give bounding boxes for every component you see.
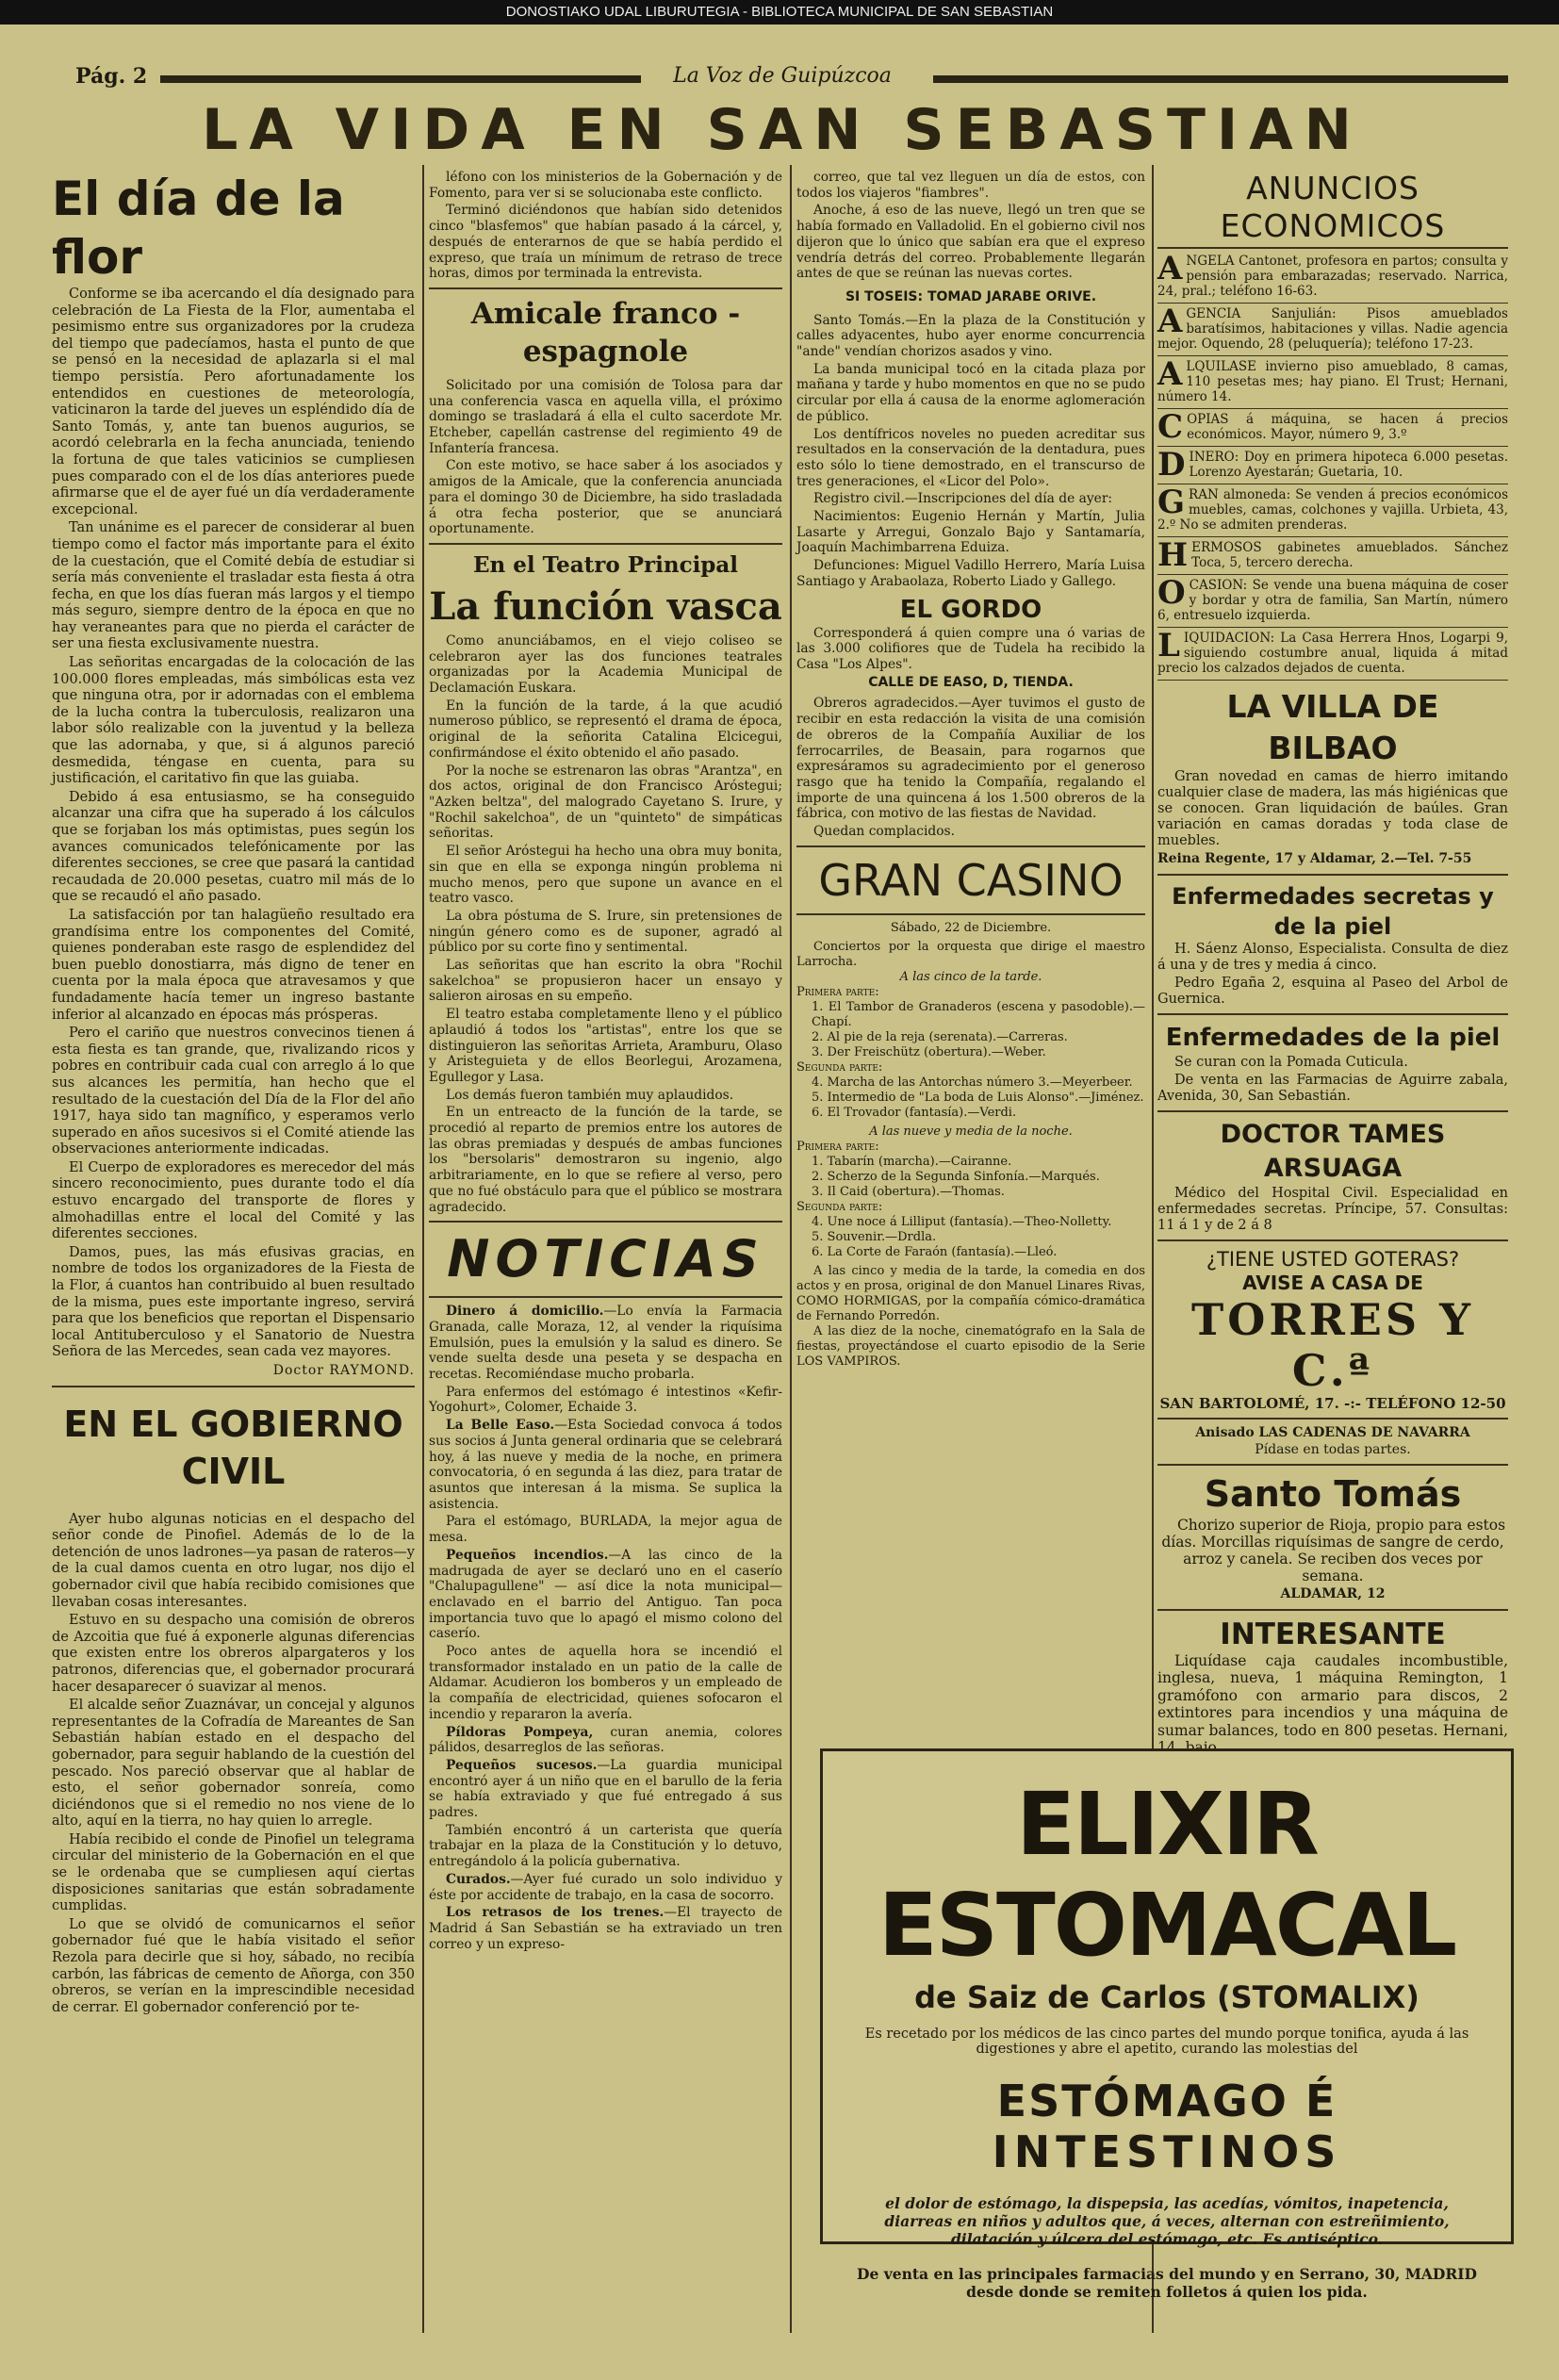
paragraph: Había recibido el conde de Pinofiel un telegrama circular del ministerio de la Gobernación en el que se le ordenaba que se cumpliesen aquí ciertas disposiciones sanitarias que están sobradamente cumplidas. [52, 1831, 415, 1914]
ad-jarabe-orive: SI TOSEIS: TOMAD JARABE ORIVE. [845, 288, 1097, 304]
section-divider [429, 543, 782, 545]
ad-initial: L [1157, 627, 1180, 665]
ad-initial: D [1157, 446, 1186, 484]
news-text: —A las cinco de la madrugada de ayer se declaró uno en el caserío "Chalupagullene" — así dice la nota municipal—enclavado en el barrio del Antiguo. Tan poca importancia tuvo que lo apagó el mismo colono del caserío. [429, 1547, 782, 1642]
news-item [429, 1548, 782, 1642]
program-part-label: Segunda parte: [796, 1059, 883, 1075]
section-title-gran-casino: GRAN CASINO [818, 854, 1124, 906]
section-title-noticias: NOTICIAS [447, 1229, 764, 1289]
program-part-label: Primera parte: [796, 1139, 879, 1154]
paragraph: léfono con los ministerios de la Gobernación y de Fomento, para ver si se solucionaba este conflicto. [429, 170, 782, 201]
casino-session-label: A las nueve y media de la noche. [869, 1124, 1073, 1139]
program-item: 2. Al pie de la reja (serenata).—Carreras. [812, 1029, 1068, 1044]
program-part-label: Primera parte: [796, 984, 879, 999]
classified-ad [1157, 484, 1508, 537]
article-obreros [796, 696, 1145, 839]
ad-title-enfermedades-secretas: Enfermedades secretas y de la piel [1172, 882, 1494, 940]
paragraph: Los demás fueron también muy aplaudidos. [446, 1087, 734, 1103]
noticias-list [429, 1304, 782, 1952]
section-divider [1157, 1609, 1508, 1611]
casino-session-label: A las cinco de la tarde. [899, 969, 1042, 984]
ad-text: CASION: Se vende una buena máquina de coser y bordar y otra de familia, San Martín, número 6, entresuelo izquierda. [1157, 578, 1508, 623]
ad-text: NGELA Cantonet, profesora en partos; consulta y pensión para embarazadas; reservado. Narrica, 24, pral.; teléfono 16-63. [1157, 254, 1508, 299]
ad-address: Pedro Egaña 2, esquina al Paseo del Arbol de Guernica. [1157, 975, 1508, 1007]
news-text: Para el estómago, BURLADA, la mejor agua de mesa. [429, 1514, 782, 1546]
news-item [429, 1418, 782, 1512]
section-title-anuncios: ANUNCIOS ECONOMICOS [1220, 170, 1446, 244]
classified-ad [1157, 628, 1508, 681]
news-lead: Dinero á domicilio. [446, 1304, 604, 1320]
paragraph: El Cuerpo de exploradores es merecedor del más sincero reconocimiento, pues durante todo el día estuvo encargado del transporte de flores y almohadillas entre el local del Comité y las diferentes secciones. [52, 1159, 415, 1242]
column-3 [796, 170, 1145, 1370]
news-text: También encontró á un carterista que quería trabajar en la plaza de la Constitución y lo detuvo, entregándolo á la policía gubernativa. [429, 1822, 782, 1870]
ad-title-enfermedades-piel: Enfermedades de la piel [1165, 1023, 1501, 1052]
column-2 [429, 170, 782, 1954]
article-amicale-body [429, 378, 782, 537]
ad-text: Liquídase caja caudales incombustible, inglesa, nueva, 1 máquina Remington, 1 gramófono con armario para discos, 2 extintores para incendios y una máquina de sumar balances, todo en 800 pesetas. Hernani, [1157, 1651, 1508, 1739]
paragraph: Pero el cariño que nuestros convecinos tienen á esta fiesta es tan grande, que, rivalizando ricos y pobres en contribuir cada cual con arreglo á lo que sus alcances les permitía, han hecho que el resultado de la cuestación del Día de la Flor del año 1917, haya sido tan magnífico, y esperamos verlo superado en años sucesivos si el Comité atiende las observaciones anteriormente indicadas. [52, 1026, 415, 1157]
news-item [429, 1872, 782, 1903]
program-part-label: Segunda parte: [796, 1199, 883, 1214]
ad-text: RAN almoneda: Se venden á precios económicos muebles, camas, colchones y vajilla. Urbieta, 43, 2.º No se admiten prenderas. [1157, 487, 1508, 533]
news-text: —El trayecto de Madrid á San Sebastián se ha extraviado un tren correo y un expreso- [429, 1905, 783, 1952]
ad-initial: A [1157, 355, 1183, 393]
library-banner: DONOSTIAKO UDAL LIBURUTEGIA - BIBLIOTECA MUNICIPAL DE SAN SEBASTIAN [0, 0, 1559, 25]
article-title-flor: El día de la flor [52, 172, 345, 285]
section-divider [1157, 1110, 1508, 1112]
program-item: 1. Tabarín (marcha).—Cairanne. [812, 1154, 1012, 1169]
paragraph: Por la noche se estrenaron las obras "Arantza", en dos actos, original de don Francisco Aróstegui; "Azken beltza", del malogrado Cayetano S. Irure, y "Rochil sakelchoa", de un "quinteto" de simpáticas señoritas. [429, 763, 782, 842]
ad-anisado-sub: Pídase en todas partes. [1255, 1441, 1411, 1457]
classified-ad [1157, 409, 1508, 447]
ad-initial: G [1157, 484, 1186, 521]
ad-text: Chorizo superior de Rioja, propio para estos días. Morcillas riquísimas de sangre de cerdo, arroz y canela. Se reciben dos veces por semana. [1161, 1517, 1506, 1585]
program-item: 1. El Tambor de Granaderos (escena y pasodoble).—Chapí. [812, 999, 1145, 1029]
news-lead: Los retrasos de los trenes. [446, 1905, 665, 1921]
article-title-gobierno: EN EL GOBIERNO CIVIL [63, 1403, 403, 1492]
article-signature: Doctor RAYMOND. [272, 1363, 415, 1378]
ad-text: GENCIA Sanjulián: Pisos amueblados baratísimos, habitaciones y villas. Nadie agencia mejor. Oquendo, 28 (peluquería); teléfono 17-23. [1157, 306, 1508, 352]
section-divider [429, 287, 782, 289]
section-divider [1157, 247, 1508, 249]
ad-text: OPIAS á máquina, se hacen á precios económicos. Mayor, número 9, 3.º [1187, 412, 1508, 442]
article-flor-body [52, 287, 415, 1361]
article-santo-tomas [796, 313, 1145, 590]
paragraph: Terminó diciéndonos que habían sido detenidos cinco "blasfemos" que habían pasado á la cárcel, y, después de enterarnos de que se había perdido el expreso, que traía un mínimum de retraso de trece horas, dimos por terminada la entrevista. [429, 203, 782, 282]
section-divider [429, 1296, 782, 1298]
casino-note: A las diez de la noche, cinematógrafo en la Sala de fiestas, proyectándose el cuarto episodio de la Serie LOS VAMPIROS. [796, 1323, 1145, 1369]
program-item: 3. Der Freischütz (obertura).—Weber. [812, 1044, 1046, 1059]
elixir-ailments: el dolor de estómago, la dispepsia, las acedías, vómitos, inapetencia, diarreas en niños y adultos que, á veces, alternan con estreñimiento, dilatación y úlcera del estómago, etc. Es antiséptico. [884, 2194, 1450, 2248]
paragraph: Quedan complacidos. [813, 824, 956, 840]
ad-el-gordo-address: CALLE DE EASO, D, TIENDA. [868, 674, 1074, 690]
paragraph: Con este motivo, se hace saber á los asociados y amigos de la Amicale, que la conferencia anunciada para el domingo 30 de Diciembre, ha sido trasladada á otra fecha posterior, que se anunciará oportunamente. [429, 458, 782, 537]
ad-initial: C [1157, 408, 1184, 446]
section-divider [796, 845, 1145, 847]
paragraph: Santo Tomás.—En la plaza de la Constitución y calles adyacentes, hubo ayer enorme concurrencia "ande" vendían chorizos asados y vino. [796, 312, 1145, 360]
ad-goteras-question: ¿TIENE USTED GOTERAS? [1206, 1247, 1460, 1271]
column-divider [790, 165, 792, 2333]
column-divider [422, 165, 424, 2333]
paragraph: Nacimientos: Eugenio Hernán y Martín, Julia Lasarte y Arregui, Gonzalo Bajo y Santamaría, Joaquín Machimbarrena Eduiza. [796, 509, 1145, 556]
classified-ad [1157, 304, 1508, 356]
ad-address: Reina Regente, 17 y Aldamar, 2.—Tel. 7-55 [1157, 851, 1472, 866]
paragraph: La banda municipal tocó en la citada plaza por mañana y tarde y hubo momentos en que no se pudo circular por ella á causa de la enorme aglomeración de público. [796, 361, 1145, 424]
publication-name: La Voz de Guipúzcoa [673, 64, 892, 88]
running-head [52, 62, 1513, 90]
paragraph: La obra póstuma de S. Irure, sin pretensiones de ningún género como es de suponer, agradó al público por su corte fino y sentimental. [429, 908, 782, 956]
news-item [429, 1644, 782, 1723]
section-divider [1157, 1464, 1508, 1466]
paragraph: Defunciones: Miguel Vadillo Herrero, María Luisa Santiago y Arabaolaza, Roberto Liado y Gallego. [796, 558, 1145, 589]
program-item: 5. Souvenir.—Drdla. [812, 1229, 937, 1244]
ad-title-interesante: INTERESANTE [1220, 1617, 1446, 1651]
ad-initial: H [1157, 536, 1189, 574]
elixir-subtitle: de Saiz de Carlos (STOMALIX) [914, 1979, 1420, 2015]
paragraph: Corresponderá á quien compre una ó varias de las 3.000 colifiores que de Tudela ha recibido la Casa "Los Alpes". [796, 625, 1145, 672]
ad-goteras-call: AVISE A CASA DE [1242, 1271, 1423, 1294]
ad-text: IQUIDACION: La Casa Herrera Hnos, Logarpi 9, siguiendo costumbre anual, liquida á mitad precio los calzados dejados de cuenta. [1157, 631, 1508, 676]
paragraph: Conforme se iba acercando el día designado para celebración de La Fiesta de la Flor, aumentaba el pesimismo entre sus organizadores por la crudeza del tiempo que padecíamos, hasta el punto de que se pensó en la necesidad de aplazarla si el mal tiempo persistía. Pero afortunadamente los entendidos en cuestiones de meteorología, vaticinaron la tarde del jueves un espléndido día de Santo Tomás, y, ante tan buenos augurios, se acordó celebrarla en la fecha anunciada, teniendo la fortuna de que tales vaticinios se cumpliesen pues comparado con el de los días anteriores puede afirmarse que el de ayer fué un día verdaderamente excepcional. [52, 287, 415, 517]
article-gobierno-body [52, 1512, 415, 2017]
paragraph: El señor Aróstegui ha hecho una obra muy bonita, sin que en ella se exponga ningún problema ni mucho menos, pero que supone un avance en el teatro vasco. [429, 844, 782, 907]
ad-title-torres: TORRES Y C.ª [1191, 1293, 1474, 1396]
program-item: 4. Marcha de las Antorchas número 3.—Meyerbeer. [812, 1075, 1133, 1090]
paragraph: Damos, pues, las más efusivas gracias, en nombre de todos los organizadores de la Fiesta de la Flor, á cuantos han contribuido al buen resultado de la misma, pues este importante ingreso, servirá para que los beneficios que reportan el Dispensario local Antituberculoso y el Sanatorio de Nuestra Señora de las Mercedes, sean cada vez mayores. [52, 1244, 415, 1360]
ad-initial: A [1157, 303, 1183, 340]
program-item: 6. El Trovador (fantasía).—Verdi. [812, 1105, 1017, 1120]
program-item: 2. Scherzo de la Segunda Sinfonía.—Marqués. [812, 1169, 1100, 1184]
ad-text: ERMOSOS gabinetes amueblados. Sánchez Toca, 5, tercero derecha. [1191, 540, 1508, 570]
section-divider [1157, 1013, 1508, 1015]
paragraph: Anoche, á eso de las nueve, llegó un tren que se había formado en Valladolid. En el gobierno civil nos dijeron que lo único que sabían era que el expreso vendría detrás del correo. Probablemente llegarán antes de que se reúnan las nuevas cortes. [796, 203, 1145, 282]
column-1 [52, 170, 415, 2018]
news-item [429, 1823, 782, 1870]
casino-program [796, 921, 1145, 1370]
column-4 [1157, 170, 1508, 1759]
ad-title-doctor-tames: DOCTOR TAMES ARSUAGA [1220, 1119, 1446, 1183]
casino-date: Sábado, 22 de Diciembre. [890, 920, 1052, 935]
news-lead: Pequeños sucesos. [446, 1757, 598, 1773]
section-divider [52, 1386, 415, 1387]
section-divider [796, 913, 1145, 915]
elixir-sale-info: De venta en las principales farmacias del mundo y en Serrano, 30, MADRID desde donde se remiten folletos á quien los pida. [857, 2265, 1477, 2301]
ad-text: INERO: Doy en primera hipoteca 6.000 pesetas. Lorenzo Ayestarán; Guetaria, 10. [1189, 450, 1508, 480]
news-item [429, 1758, 782, 1821]
section-divider [429, 1221, 782, 1223]
elixir-tagline: Es recetado por los médicos de las cinco partes del mundo porque tonifica, ayuda á las digestiones y abre el apetito, curando las molestias del [864, 2027, 1469, 2057]
paragraph: Las señoritas encargadas de la colocación de las 100.000 flores empleadas, más simbólicas esta vez que ninguna otra, por ir adornadas con el emblema de la lucha contra la tuberculosis, realizaron una labor sólo realizable con la juventud y la belleza que las adornaba, y que, si á algunos pareció desmedida, téngase en cuenta, para su justificación, el caritativo fin que las guiaba. [52, 655, 415, 787]
news-text: Para enfermos del estómago é intestinos «Kefir-Yogohurt», Colomer, Echaide 3. [429, 1384, 782, 1416]
classified-ad [1157, 537, 1508, 575]
ad-el-gordo-title: EL GORDO [899, 595, 1042, 624]
paragraph: Como anunciábamos, en el viejo coliseo se celebraron ayer las dos funciones teatrales organizadas por la Academia Municipal de Declamación Euskara. [429, 632, 782, 697]
ad-text: Médico del Hospital Civil. Especialidad en enfermedades secretas. Príncipe, 57. Consultas: 11 á 1 y de 2 á 8 [1157, 1185, 1508, 1233]
ad-address: ALDAMAR, 12 [1280, 1586, 1386, 1602]
article-teatro-body [429, 633, 782, 1215]
ad-text: Gran novedad en camas de hierro imitando cualquier clase de madera, las más higiénicas que se conocen. Gran liquidación de baúles. Gran variación en camas doradas y toda clase de muebles. [1157, 769, 1508, 848]
casino-intro: Conciertos por la orquesta que dirige el maestro Larrocha. [796, 939, 1145, 969]
paragraph: La satisfacción por tan halagüeño resultado era grandísima entre los componentes del Comité, quienes ponderaban este rasgo de esplendidez del buen pueblo donostiarra, más digno de tener en cuenta por la mala época que atravesamos y que fundadamente hacía temer un ingreso bastante inferior al alcanzado en épocas más prósperas. [52, 907, 415, 1023]
classified-ad [1157, 447, 1508, 484]
ad-initial: A [1157, 250, 1183, 287]
news-text: curan anemia, colores pálidos, desarreglos de las señoras. [429, 1724, 782, 1756]
ad-address: SAN BARTOLOMÉ, 17. -:- TELÉFONO 12-50 [1159, 1394, 1506, 1412]
article-title-amicale: Amicale franco - espagnole [470, 296, 741, 369]
news-lead: Pequeños incendios. [446, 1547, 609, 1563]
classified-ad [1157, 251, 1508, 304]
paragraph: Los dentífricos noveles no pueden acreditar sus resultados en la conservación de la dentadura, pues esto sólo lo tiene demostrado, en el transcurso de tres generaciones, el «Licor del Polo». [796, 426, 1145, 489]
classified-ad [1157, 356, 1508, 409]
casino-note: A las cinco y media de la tarde, la comedia en dos actos y en prosa, original de don Manuel Linares Rivas, COMO HORMIGAS, por la compañía cómico-dramática de Fernando Porredón. [796, 1263, 1145, 1323]
paragraph: En la función de la tarde, á la que acudió numeroso público, se representó el drama de época, original de la señorita Catalina Elcicegui, confirmándose el éxito obtenido el año pasado. [429, 698, 782, 761]
section-divider [1157, 874, 1508, 876]
news-item [429, 1514, 782, 1545]
section-masthead: LA VIDA EN SAN SEBASTIAN [202, 97, 1363, 163]
ad-text: Se curan con la Pomada Cuticula. [1174, 1054, 1408, 1070]
news-item [429, 1725, 782, 1756]
article-title-teatro: La función vasca [429, 583, 782, 629]
section-divider [1157, 1239, 1508, 1241]
news-item [429, 1304, 782, 1383]
paragraph: En un entreacto de la función de la tarde, se procedió al reparto de premios entre los autores de las obras premiadas y después de ambas funciones los "bersolaris" demostraron su ingenio, algo arbitrariamente, en lo que se refiere al verso, pero que no fué obstáculo para que el público se mostrara agradecido. [429, 1105, 782, 1215]
ad-text: H. Sáenz Alonso, Especialista. Consulta de diez á una y de tres y media á cinco. [1157, 941, 1508, 973]
news-lead: Píldoras Pompeya, [446, 1724, 594, 1740]
news-lead: Curados. [446, 1871, 511, 1887]
paragraph: Debido á esa entusiasmo, se ha conseguido alcanzar una cifra que ha superado á los cálculos que se forjaban los más optimistas, pues según los avances comunicados telefónicamente por las diferentes secciones, se cree que pasará la cantidad recaudada de 20.000 pesetas, cuatro mil más de lo que se recaudó el año pasado. [52, 789, 415, 905]
ad-address: De venta en las Farmacias de Aguirre zabala, Avenida, 30, San Sebastián. [1157, 1072, 1508, 1104]
paragraph: El teatro estaba completamente lleno y el público aplaudió á todos los "artistas", entre los que se distinguieron las señoritas Arrieta, Aramburu, Olaso y Aristeguieta y de ellos Beorlegui, Arozamena, Egullegor y Lasa. [429, 1007, 782, 1085]
news-item [429, 1905, 782, 1952]
news-item [429, 1385, 782, 1416]
ad-text: LQUILASE invierno piso amueblado, 8 camas, 110 pesetas mes; hay piano. El Trust; Hernani, número 14. [1157, 359, 1508, 404]
news-text: —Esta Sociedad convoca á todos sus socios á Junta general ordinaria que se celebrará hoy, á las nueve y media de la noche, en primera convocatoria, ó en segunda á las diez, para tratar de asuntos que interesan á la misma. Se suplica la asistencia. [429, 1418, 783, 1512]
elixir-organ: INTESTINOS [992, 2126, 1342, 2177]
paragraph: Estuvo en su despacho una comisión de obreros de Azcoitia que fué á exponerle algunas diferencias que existen entre los obreros alpargateros y los patronos, diferencias que, el gobernador procurará hacer desaparecer ó suavizar al menos. [52, 1613, 415, 1695]
news-text: —Ayer fué curado un solo individuo y éste por accidente de trabajo, en la casa de socorro. [429, 1871, 782, 1903]
ad-initial: O [1157, 574, 1186, 612]
program-item: 6. La Corte de Faraón (fantasía).—Lleó. [812, 1244, 1058, 1259]
news-lead: La Belle Easo. [446, 1418, 555, 1434]
classified-ad [1157, 575, 1508, 628]
paragraph: El alcalde señor Zuaznávar, un concejal y algunos representantes de la Cofradía de Mareantes de San Sebastián habían estado en el despacho del gobernador, para seguir hablando de la cuestión del pescado. Nos pareció observar que al hablar de esto, el señor gobernador sonreía, como diciéndonos que si el remedio no nos viene de lo alto, aquí en la tierra, no hay quien lo arregle. [52, 1698, 415, 1830]
paragraph: Obreros agradecidos.—Ayer tuvimos el gusto de recibir en esta redacción la visita de una comisión de obreros de la Compañía Auxiliar de los ferrocarriles, de Beasain, para rogarnos que expresáramos su agradecimiento por el generoso rasgo que ha tenido la Compañía, regalando el importe de una quincena á los 1.500 obreros de la fábrica, con motivo de las fiestas de Navidad. [796, 696, 1145, 822]
paragraph: Registro civil.—Inscripciones del día de ayer: [813, 491, 1113, 507]
program-item: 3. Il Caid (obertura).—Thomas. [812, 1184, 1005, 1199]
news-text: —La guardia municipal encontró ayer á un niño que en el barullo de la feria se había extraviado y que fué entregado á sus padres. [429, 1757, 783, 1821]
program-item: 5. Intermedio de "La boda de Luis Alonso".—Jiménez. [812, 1090, 1144, 1105]
paragraph: Las señoritas que han escrito la obra "Rochil sakelchoa" se propusieron hacer un ensayo y salieron airosas en su empeño. [429, 958, 782, 1005]
ad-anisado: Anisado LAS CADENAS DE NAVARRA [1195, 1425, 1470, 1441]
ad-elixir-estomacal [820, 1748, 1514, 2301]
paragraph: Ayer hubo algunas noticias en el despacho del señor conde de Pinofiel. Además de lo de la detención de unos ladrones—ya pasan de rateros—y de la cual damos cuenta en otro lugar, nos dijo el gobernador civil que había recibido comisiones que llevaban cosas interesantes. [52, 1511, 415, 1610]
paragraph: correo, que tal vez lleguen un día de estos, con todos los viajeros "fiambres". [796, 170, 1145, 201]
page-number: Pág. 2 [75, 64, 148, 89]
paragraph: Solicitado por una comisión de Tolosa para dar una conferencia vasca en aquella villa, el próximo domingo se trasladará á ella el culto sacerdote Mr. Etcheber, capellán castrense del regimiento 49 de Infantería francesa. [429, 377, 782, 456]
ad-title-santo-tomas: Santo Tomás [1204, 1473, 1462, 1516]
ad-title-villa-bilbao: LA VILLA DE BILBAO [1226, 688, 1439, 766]
paragraph: Tan unánime es el parecer de considerar al buen tiempo como el factor más importante para el éxito de la cuestación, que el Comité debía de estudiar si sería más conveniente el trasladar esta fiesta á otra fecha, en que los días fueran más largos y el tiempo más seguro, siempre dentro de la época en que no hay veraneantes para que no pierda el carácter de ser una fiesta exclusivamente nuestra. [52, 520, 415, 652]
news-text: Poco antes de aquella hora se incendió el transformador instalado en un patio de la calle de Aldamar. Acudieron los bomberos y un empleado de la compañía de electricidad, quienes sofocaron el incendio y repararon la avería. [429, 1644, 782, 1722]
program-item: 4. Une noce á Lilliput (fantasía).—Theo-Nolletty. [812, 1214, 1112, 1229]
article-kicker-teatro: En el Teatro Principal [472, 551, 739, 578]
elixir-title: ELIXIR ESTOMACAL [878, 1774, 1456, 1976]
elixir-organ: ESTÓMAGO É [996, 2076, 1337, 2126]
section-divider [1157, 1418, 1508, 1420]
news-text: —Lo envía la Farmacia Granada, calle Moraza, 12, al vender la riquísima Emulsión, pues la emulsión y la salud es dinero. Se vende suelta desde una peseta y se despacha en recetas. Recomiéndase mucho probarla. [429, 1304, 782, 1383]
paragraph: Lo que se olvidó de comunicarnos el señor gobernador fué que le había visitado el señor Rezola para decirle que si hoy, sábado, no recibía carbón, las fábricas de cemento de Añorga, con 350 obreros, se verían en la imprescindible necesidad de cerrar. El gobernador conferenció por te- [52, 1916, 415, 2015]
